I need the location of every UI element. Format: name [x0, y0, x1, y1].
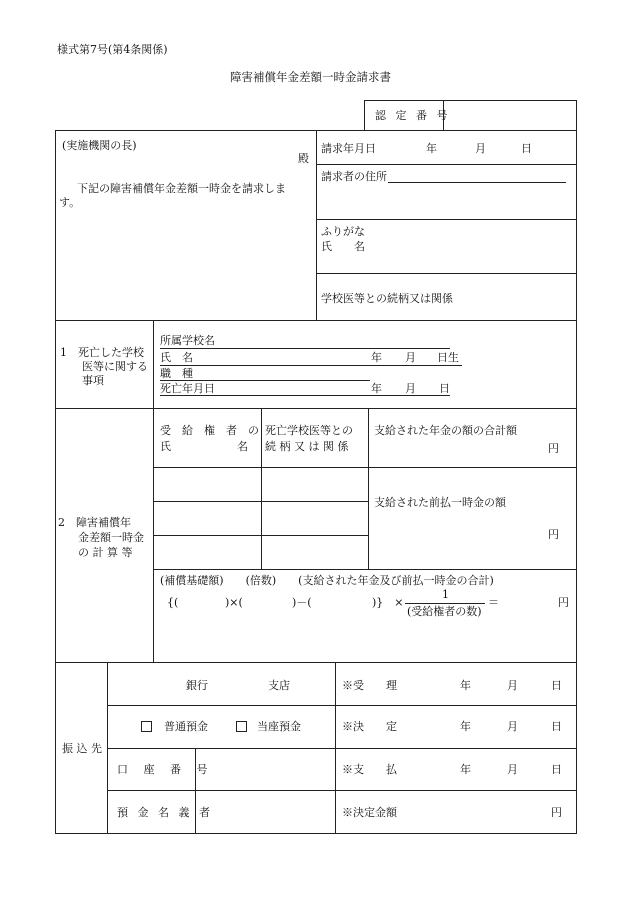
lump-sum-yen: 円 — [548, 528, 559, 541]
request-text-line1: 下記の障害補償年金差額一時金を請求しま — [77, 182, 286, 195]
applicant-bottom — [55, 320, 576, 321]
addressee-label: (実施機関の長) — [62, 139, 137, 152]
request-day: 日 — [521, 142, 532, 155]
row-date-bottom — [316, 164, 576, 165]
section2-label-line3: の 計 算 等 — [78, 546, 133, 559]
formula-labels: (補償基礎額) (倍数) (支給された年金及び前払一時金の合計) — [160, 574, 494, 587]
section-label-divider — [153, 320, 154, 662]
recipient-row1-bottom — [153, 501, 368, 502]
death-day: 日 — [439, 382, 450, 395]
section1-label-line1: 1 死亡した学校 — [60, 346, 144, 359]
checking-label: 当座預金 — [257, 720, 301, 733]
form-title: 障害補償年金差額一時金請求書 — [230, 70, 391, 84]
received-day: 日 — [551, 679, 562, 692]
paid-year: 年 — [460, 763, 471, 776]
formula-left-brace: {( — [167, 596, 179, 609]
section2-label-line2: 金差額一時金 — [78, 531, 144, 544]
request-year: 年 — [426, 142, 437, 155]
formula-right-brace: )} × — [372, 596, 404, 609]
address-field[interactable] — [388, 170, 566, 183]
recipient-name-field-2[interactable] — [155, 505, 260, 533]
recipient-header-line2: 氏 名 — [160, 440, 248, 453]
recipient-name-field-1[interactable] — [155, 471, 260, 499]
request-text-line2: す。 — [59, 196, 81, 209]
furigana-label: ふりがな — [321, 225, 365, 238]
frame-right — [576, 100, 577, 833]
transfer-label: 振 込 先 — [62, 742, 102, 755]
formula-numerator: 1 — [442, 588, 449, 601]
section1-label-line2: 医等に関する — [82, 360, 148, 373]
section2-header-bottom — [153, 467, 576, 468]
honorific: 殿 — [298, 152, 309, 165]
formula-denominator: (受給権者の数) — [407, 605, 482, 618]
row-name-bottom — [316, 273, 576, 274]
account-number-label: 口 座 番 号 — [117, 763, 214, 776]
decided-month: 月 — [507, 720, 518, 733]
account-holder-field[interactable] — [199, 794, 333, 830]
decided-year: 年 — [460, 720, 471, 733]
cert-box-left — [364, 100, 365, 130]
death-date-label: 死亡年月日 — [160, 382, 215, 395]
section2-label-line1: 2 障害補償年 — [58, 516, 131, 529]
branch-label: 支店 — [268, 679, 290, 692]
birth-day: 日生 — [437, 351, 459, 364]
decided-amount-yen: 円 — [551, 806, 562, 819]
relation-header-line1: 死亡学校医等との — [265, 424, 353, 437]
account-holder-label: 預 金 名 義 者 — [117, 806, 213, 819]
birth-month: 月 — [405, 351, 416, 364]
death-year: 年 — [371, 382, 382, 395]
frame-bottom — [55, 833, 577, 834]
cert-box-top — [364, 100, 576, 101]
received-year: 年 — [460, 679, 471, 692]
cert-number-field[interactable] — [446, 103, 573, 128]
paid-label: ※支 払 — [342, 763, 397, 776]
form-number: 様式第7号(第4条関係) — [57, 43, 168, 56]
recipient-col-divider — [261, 408, 262, 569]
paid-day: 日 — [551, 763, 562, 776]
formula-equals: ＝ — [488, 596, 499, 609]
death-month: 月 — [405, 382, 416, 395]
formula-minus: )－( — [292, 596, 312, 609]
address-label: 請求者の住所 — [321, 170, 387, 183]
recipient-table-bottom — [153, 569, 576, 570]
bank-label: 銀行 — [186, 679, 208, 692]
name-underline — [160, 365, 462, 366]
name-label: 氏 名 — [321, 240, 365, 253]
transfer-row2-bottom — [107, 748, 576, 749]
formula-fraction-bar — [405, 603, 485, 604]
formula-yen: 円 — [558, 596, 569, 609]
job-underline — [160, 380, 370, 381]
school-underline — [160, 348, 450, 349]
section1-label-line3: 事項 — [82, 374, 104, 387]
relation-label: 学校医等との続柄又は関係 — [321, 292, 453, 305]
decided-amount-label: ※決定金額 — [342, 806, 397, 819]
row-address-bottom — [316, 219, 576, 220]
decided-day: 日 — [551, 720, 562, 733]
decided-label: ※決 定 — [342, 720, 397, 733]
relation-col-divider — [368, 408, 369, 569]
savings-checkbox[interactable] — [141, 721, 152, 732]
section1-bottom — [55, 408, 576, 409]
section2-bottom — [55, 662, 576, 663]
savings-label: 普通預金 — [164, 720, 208, 733]
recipient-header-line1: 受 給 権 者 の — [160, 424, 259, 437]
transfer-row3-bottom — [107, 790, 576, 791]
request-month: 月 — [475, 142, 486, 155]
transfer-row1-bottom — [107, 705, 576, 706]
job-label: 職 種 — [160, 367, 193, 380]
lump-sum-label: 支給された前払一時金の額 — [374, 496, 506, 509]
birth-year: 年 — [371, 351, 382, 364]
pension-total-label: 支給された年金の額の合計額 — [374, 424, 517, 437]
relation-header-line2: 続 柄 又 は 関 係 — [265, 440, 349, 453]
account-number-field[interactable] — [199, 752, 333, 786]
cert-number-label: 認 定 番 号 — [375, 109, 451, 122]
recipient-name-field-3[interactable] — [155, 539, 260, 567]
frame-left — [55, 130, 56, 833]
applicant-divider — [316, 130, 317, 320]
received-label: ※受 理 — [342, 679, 397, 692]
recipient-row2-bottom — [153, 535, 368, 536]
paid-month: 月 — [507, 763, 518, 776]
request-date-label: 請求年月日 — [321, 142, 376, 155]
pension-total-yen: 円 — [548, 442, 559, 455]
checking-checkbox[interactable] — [236, 721, 247, 732]
school-label: 所属学校名 — [160, 334, 215, 347]
death-underline — [160, 395, 450, 396]
deceased-name-label: 氏 名 — [160, 351, 193, 364]
received-month: 月 — [507, 679, 518, 692]
formula-times: )×( — [225, 596, 243, 609]
